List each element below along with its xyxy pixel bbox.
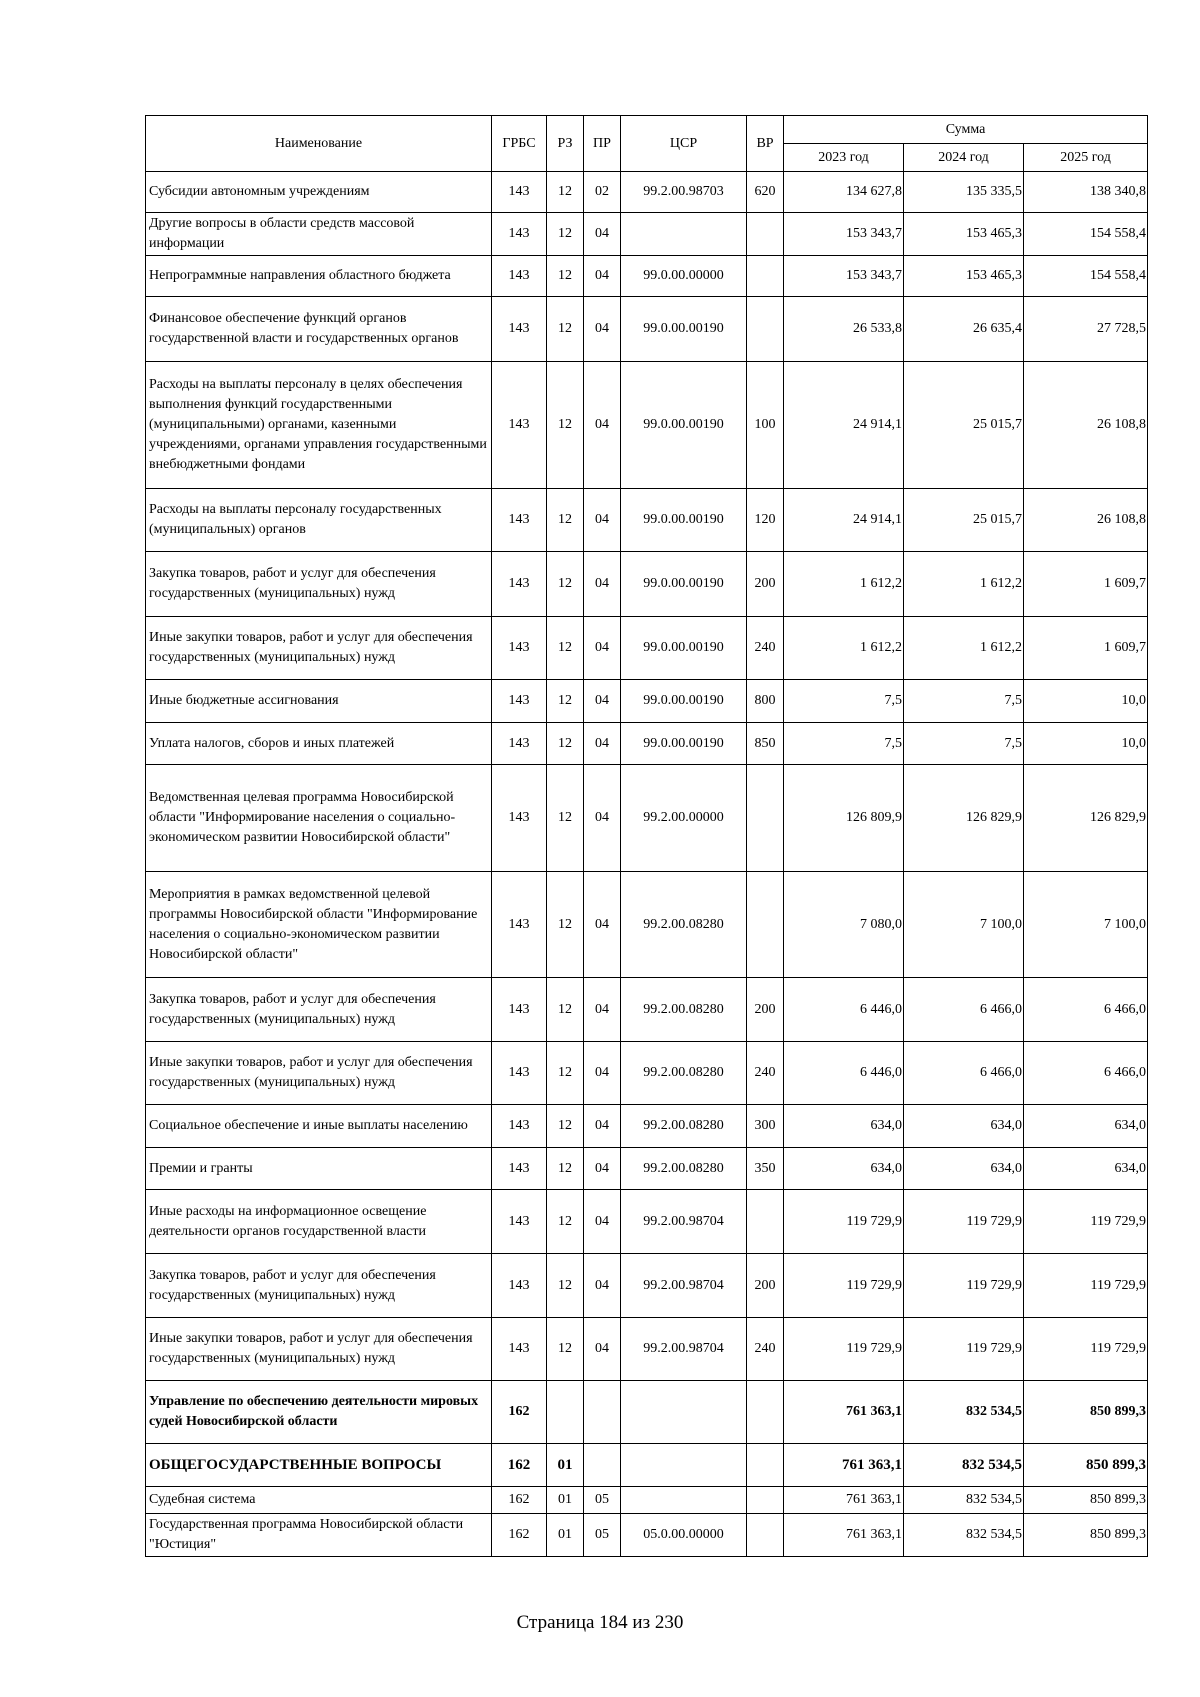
cell-name: Мероприятия в рамках ведомственной целевой программы Новосибирской области "Информирование населения о социально-экономическом развитии Новосибирской области"	[146, 872, 492, 978]
cell-csr: 99.2.00.08280	[621, 978, 747, 1042]
cell-2024: 832 534,5	[904, 1514, 1024, 1557]
cell-pr: 04	[584, 1105, 621, 1148]
table-row	[146, 172, 1148, 213]
cell-pr: 04	[584, 1190, 621, 1254]
cell-grbs: 143	[492, 256, 547, 297]
cell-grbs: 143	[492, 1148, 547, 1190]
cell-grbs: 143	[492, 872, 547, 978]
cell-name: Другие вопросы в области средств массовой информации	[146, 213, 492, 256]
cell-csr	[621, 213, 747, 256]
cell-name: Иные закупки товаров, работ и услуг для обеспечения государственных (муниципальных) нужд	[146, 1042, 492, 1105]
cell-2025: 154 558,4	[1024, 256, 1148, 297]
table-row	[146, 1444, 1148, 1487]
cell-pr	[584, 1381, 621, 1444]
cell-vr: 100	[747, 362, 784, 489]
cell-grbs: 143	[492, 362, 547, 489]
header-pr: ПР	[584, 116, 621, 172]
cell-2023: 634,0	[784, 1148, 904, 1190]
cell-grbs: 162	[492, 1514, 547, 1557]
cell-2023: 119 729,9	[784, 1254, 904, 1318]
table-row	[146, 1514, 1148, 1557]
cell-2023: 1 612,2	[784, 552, 904, 617]
header-vr: ВР	[747, 116, 784, 172]
cell-pr: 04	[584, 489, 621, 552]
cell-2025: 26 108,8	[1024, 489, 1148, 552]
cell-vr	[747, 1487, 784, 1514]
cell-name: Непрограммные направления областного бюджета	[146, 256, 492, 297]
cell-2023: 1 612,2	[784, 617, 904, 680]
cell-name: Социальное обеспечение и иные выплаты населению	[146, 1105, 492, 1148]
cell-2025: 850 899,3	[1024, 1444, 1148, 1487]
cell-rz: 12	[547, 872, 584, 978]
cell-2024: 26 635,4	[904, 297, 1024, 362]
cell-2024: 634,0	[904, 1105, 1024, 1148]
cell-name: Финансовое обеспечение функций органов государственной власти и государственных органов	[146, 297, 492, 362]
cell-2023: 761 363,1	[784, 1381, 904, 1444]
table-row	[146, 1042, 1148, 1105]
cell-name: Премии и гранты	[146, 1148, 492, 1190]
table-row	[146, 978, 1148, 1042]
cell-name: Иные закупки товаров, работ и услуг для обеспечения государственных (муниципальных) нужд	[146, 1318, 492, 1381]
cell-pr: 04	[584, 765, 621, 872]
cell-vr	[747, 256, 784, 297]
cell-grbs: 162	[492, 1487, 547, 1514]
cell-grbs: 143	[492, 1190, 547, 1254]
table-row	[146, 1318, 1148, 1381]
cell-pr	[584, 1444, 621, 1487]
cell-vr: 200	[747, 978, 784, 1042]
cell-2025: 119 729,9	[1024, 1190, 1148, 1254]
cell-grbs: 143	[492, 1318, 547, 1381]
page-number: Страница 184 из 230	[516, 1612, 684, 1633]
cell-rz: 12	[547, 1042, 584, 1105]
cell-vr: 300	[747, 1105, 784, 1148]
cell-2024: 7 100,0	[904, 872, 1024, 978]
cell-2025: 154 558,4	[1024, 213, 1148, 256]
header-name: Наименование	[146, 116, 492, 172]
cell-pr: 04	[584, 297, 621, 362]
cell-2025: 119 729,9	[1024, 1254, 1148, 1318]
table-row	[146, 1487, 1148, 1514]
cell-grbs: 143	[492, 978, 547, 1042]
cell-csr: 99.2.00.08280	[621, 872, 747, 978]
header-2025: 2025 год	[1024, 144, 1148, 172]
cell-2023: 153 343,7	[784, 256, 904, 297]
cell-name: ОБЩЕГОСУДАРСТВЕННЫЕ ВОПРОСЫ	[146, 1444, 492, 1487]
cell-2025: 10,0	[1024, 723, 1148, 765]
cell-name: Закупка товаров, работ и услуг для обеспечения государственных (муниципальных) нужд	[146, 978, 492, 1042]
cell-csr: 99.2.00.98703	[621, 172, 747, 213]
cell-2024: 135 335,5	[904, 172, 1024, 213]
cell-2024: 153 465,3	[904, 256, 1024, 297]
cell-vr: 200	[747, 552, 784, 617]
cell-csr: 99.2.00.98704	[621, 1190, 747, 1254]
cell-2025: 126 829,9	[1024, 765, 1148, 872]
cell-rz: 12	[547, 765, 584, 872]
cell-2024: 6 466,0	[904, 978, 1024, 1042]
cell-rz: 12	[547, 1190, 584, 1254]
cell-rz: 12	[547, 1105, 584, 1148]
cell-grbs: 143	[492, 617, 547, 680]
cell-pr: 04	[584, 617, 621, 680]
table-row	[146, 872, 1148, 978]
cell-csr: 99.0.00.00190	[621, 362, 747, 489]
table-row	[146, 552, 1148, 617]
cell-csr: 99.2.00.98704	[621, 1318, 747, 1381]
cell-rz: 12	[547, 362, 584, 489]
cell-2025: 850 899,3	[1024, 1487, 1148, 1514]
cell-2023: 126 809,9	[784, 765, 904, 872]
cell-2024: 832 534,5	[904, 1444, 1024, 1487]
cell-pr: 04	[584, 1254, 621, 1318]
cell-rz: 12	[547, 978, 584, 1042]
cell-rz: 01	[547, 1514, 584, 1557]
cell-name: Иные бюджетные ассигнования	[146, 680, 492, 723]
cell-csr: 99.0.00.00190	[621, 680, 747, 723]
cell-rz: 12	[547, 172, 584, 213]
table-row	[146, 1148, 1148, 1190]
cell-2023: 7 080,0	[784, 872, 904, 978]
table-row	[146, 1190, 1148, 1254]
table-row	[146, 617, 1148, 680]
cell-2024: 25 015,7	[904, 489, 1024, 552]
cell-vr	[747, 1444, 784, 1487]
cell-rz: 12	[547, 680, 584, 723]
table-row	[146, 213, 1148, 256]
cell-2024: 126 829,9	[904, 765, 1024, 872]
table-row	[146, 680, 1148, 723]
cell-name: Расходы на выплаты персоналу в целях обеспечения выполнения функций государственными (муниципальными) органами, казенными учреждениями, органами управления государственными внебюджетными фондами	[146, 362, 492, 489]
cell-rz: 12	[547, 723, 584, 765]
cell-name: Иные закупки товаров, работ и услуг для обеспечения государственных (муниципальных) нужд	[146, 617, 492, 680]
cell-rz: 12	[547, 297, 584, 362]
cell-grbs: 162	[492, 1444, 547, 1487]
cell-pr: 04	[584, 680, 621, 723]
cell-2025: 6 466,0	[1024, 1042, 1148, 1105]
table-header	[146, 116, 1148, 172]
table-row	[146, 765, 1148, 872]
cell-pr: 04	[584, 256, 621, 297]
cell-2024: 25 015,7	[904, 362, 1024, 489]
cell-pr: 04	[584, 872, 621, 978]
cell-name: Уплата налогов, сборов и иных платежей	[146, 723, 492, 765]
cell-csr: 99.2.00.98704	[621, 1254, 747, 1318]
cell-2024: 7,5	[904, 680, 1024, 723]
cell-2024: 119 729,9	[904, 1190, 1024, 1254]
cell-2025: 26 108,8	[1024, 362, 1148, 489]
cell-2024: 832 534,5	[904, 1381, 1024, 1444]
cell-rz: 12	[547, 1318, 584, 1381]
cell-2025: 138 340,8	[1024, 172, 1148, 213]
cell-2023: 7,5	[784, 680, 904, 723]
cell-pr: 04	[584, 1318, 621, 1381]
cell-2024: 7,5	[904, 723, 1024, 765]
cell-csr: 05.0.00.00000	[621, 1514, 747, 1557]
cell-grbs: 143	[492, 680, 547, 723]
cell-csr: 99.2.00.08280	[621, 1042, 747, 1105]
cell-name: Расходы на выплаты персоналу государственных (муниципальных) органов	[146, 489, 492, 552]
table-body	[146, 172, 1148, 1557]
cell-csr: 99.0.00.00190	[621, 489, 747, 552]
budget-table	[145, 115, 1148, 1557]
cell-rz: 01	[547, 1444, 584, 1487]
cell-2025: 850 899,3	[1024, 1514, 1148, 1557]
cell-name: Управление по обеспечению деятельности мировых судей Новосибирской области	[146, 1381, 492, 1444]
cell-vr: 240	[747, 1318, 784, 1381]
header-sum: Сумма	[784, 116, 1148, 144]
cell-grbs: 143	[492, 172, 547, 213]
cell-grbs: 143	[492, 213, 547, 256]
cell-2025: 119 729,9	[1024, 1318, 1148, 1381]
header-2024: 2024 год	[904, 144, 1024, 172]
cell-rz: 12	[547, 552, 584, 617]
cell-2024: 1 612,2	[904, 552, 1024, 617]
cell-2025: 850 899,3	[1024, 1381, 1148, 1444]
cell-2024: 634,0	[904, 1148, 1024, 1190]
table-row	[146, 1105, 1148, 1148]
cell-name: Судебная система	[146, 1487, 492, 1514]
header-2023: 2023 год	[784, 144, 904, 172]
cell-csr: 99.2.00.00000	[621, 765, 747, 872]
cell-csr: 99.0.00.00190	[621, 297, 747, 362]
cell-rz: 12	[547, 1148, 584, 1190]
cell-csr: 99.2.00.08280	[621, 1105, 747, 1148]
table-row	[146, 489, 1148, 552]
table-row	[146, 1254, 1148, 1318]
cell-2023: 119 729,9	[784, 1318, 904, 1381]
cell-csr: 99.0.00.00190	[621, 552, 747, 617]
cell-2023: 24 914,1	[784, 489, 904, 552]
cell-grbs: 162	[492, 1381, 547, 1444]
cell-2025: 634,0	[1024, 1105, 1148, 1148]
cell-2023: 761 363,1	[784, 1487, 904, 1514]
cell-2023: 6 446,0	[784, 978, 904, 1042]
cell-rz: 12	[547, 1254, 584, 1318]
cell-grbs: 143	[492, 765, 547, 872]
cell-pr: 04	[584, 1148, 621, 1190]
cell-2024: 6 466,0	[904, 1042, 1024, 1105]
cell-2023: 761 363,1	[784, 1444, 904, 1487]
cell-vr	[747, 1514, 784, 1557]
cell-2024: 119 729,9	[904, 1318, 1024, 1381]
cell-name: Иные расходы на информационное освещение деятельности органов государственной власти	[146, 1190, 492, 1254]
cell-rz: 12	[547, 256, 584, 297]
cell-name: Закупка товаров, работ и услуг для обеспечения государственных (муниципальных) нужд	[146, 1254, 492, 1318]
cell-vr: 240	[747, 1042, 784, 1105]
cell-vr	[747, 213, 784, 256]
cell-name: Государственная программа Новосибирской области "Юстиция"	[146, 1514, 492, 1557]
cell-pr: 05	[584, 1514, 621, 1557]
cell-csr: 99.0.00.00000	[621, 256, 747, 297]
cell-2023: 134 627,8	[784, 172, 904, 213]
cell-rz: 12	[547, 489, 584, 552]
cell-grbs: 143	[492, 1042, 547, 1105]
cell-vr: 240	[747, 617, 784, 680]
cell-vr	[747, 872, 784, 978]
cell-grbs: 143	[492, 489, 547, 552]
cell-2025: 1 609,7	[1024, 552, 1148, 617]
cell-vr: 800	[747, 680, 784, 723]
cell-2023: 26 533,8	[784, 297, 904, 362]
cell-csr	[621, 1444, 747, 1487]
table-row	[146, 297, 1148, 362]
cell-vr: 620	[747, 172, 784, 213]
table-row	[146, 1381, 1148, 1444]
cell-rz	[547, 1381, 584, 1444]
table-row	[146, 723, 1148, 765]
cell-grbs: 143	[492, 297, 547, 362]
cell-csr: 99.0.00.00190	[621, 723, 747, 765]
cell-pr: 05	[584, 1487, 621, 1514]
cell-pr: 04	[584, 723, 621, 765]
cell-pr: 04	[584, 213, 621, 256]
cell-name: Ведомственная целевая программа Новосибирской области "Информирование населения о социально-экономическом развитии Новосибирской области"	[146, 765, 492, 872]
cell-rz: 12	[547, 617, 584, 680]
cell-vr	[747, 1381, 784, 1444]
cell-vr: 850	[747, 723, 784, 765]
table-row	[146, 256, 1148, 297]
cell-2023: 6 446,0	[784, 1042, 904, 1105]
cell-2024: 119 729,9	[904, 1254, 1024, 1318]
cell-2023: 119 729,9	[784, 1190, 904, 1254]
cell-2025: 27 728,5	[1024, 297, 1148, 362]
cell-grbs: 143	[492, 723, 547, 765]
cell-2025: 634,0	[1024, 1148, 1148, 1190]
header-csr: ЦСР	[621, 116, 747, 172]
cell-2023: 761 363,1	[784, 1514, 904, 1557]
cell-name: Закупка товаров, работ и услуг для обеспечения государственных (муниципальных) нужд	[146, 552, 492, 617]
cell-vr: 350	[747, 1148, 784, 1190]
cell-grbs: 143	[492, 1105, 547, 1148]
cell-2023: 7,5	[784, 723, 904, 765]
cell-2023: 24 914,1	[784, 362, 904, 489]
cell-2023: 634,0	[784, 1105, 904, 1148]
cell-csr	[621, 1487, 747, 1514]
cell-vr	[747, 1190, 784, 1254]
cell-pr: 02	[584, 172, 621, 213]
cell-csr	[621, 1381, 747, 1444]
cell-pr: 04	[584, 1042, 621, 1105]
table-row	[146, 362, 1148, 489]
cell-2025: 6 466,0	[1024, 978, 1148, 1042]
cell-rz: 12	[547, 213, 584, 256]
cell-pr: 04	[584, 978, 621, 1042]
header-grbs: ГРБС	[492, 116, 547, 172]
cell-2024: 1 612,2	[904, 617, 1024, 680]
cell-pr: 04	[584, 552, 621, 617]
cell-csr: 99.2.00.08280	[621, 1148, 747, 1190]
cell-2025: 1 609,7	[1024, 617, 1148, 680]
cell-vr: 120	[747, 489, 784, 552]
cell-pr: 04	[584, 362, 621, 489]
cell-2025: 7 100,0	[1024, 872, 1148, 978]
cell-2024: 153 465,3	[904, 213, 1024, 256]
cell-csr: 99.0.00.00190	[621, 617, 747, 680]
cell-vr	[747, 297, 784, 362]
cell-2023: 153 343,7	[784, 213, 904, 256]
cell-2024: 832 534,5	[904, 1487, 1024, 1514]
cell-rz: 01	[547, 1487, 584, 1514]
cell-vr	[747, 765, 784, 872]
header-rz: РЗ	[547, 116, 584, 172]
cell-vr: 200	[747, 1254, 784, 1318]
cell-grbs: 143	[492, 1254, 547, 1318]
cell-grbs: 143	[492, 552, 547, 617]
cell-2025: 10,0	[1024, 680, 1148, 723]
cell-name: Субсидии автономным учреждениям	[146, 172, 492, 213]
